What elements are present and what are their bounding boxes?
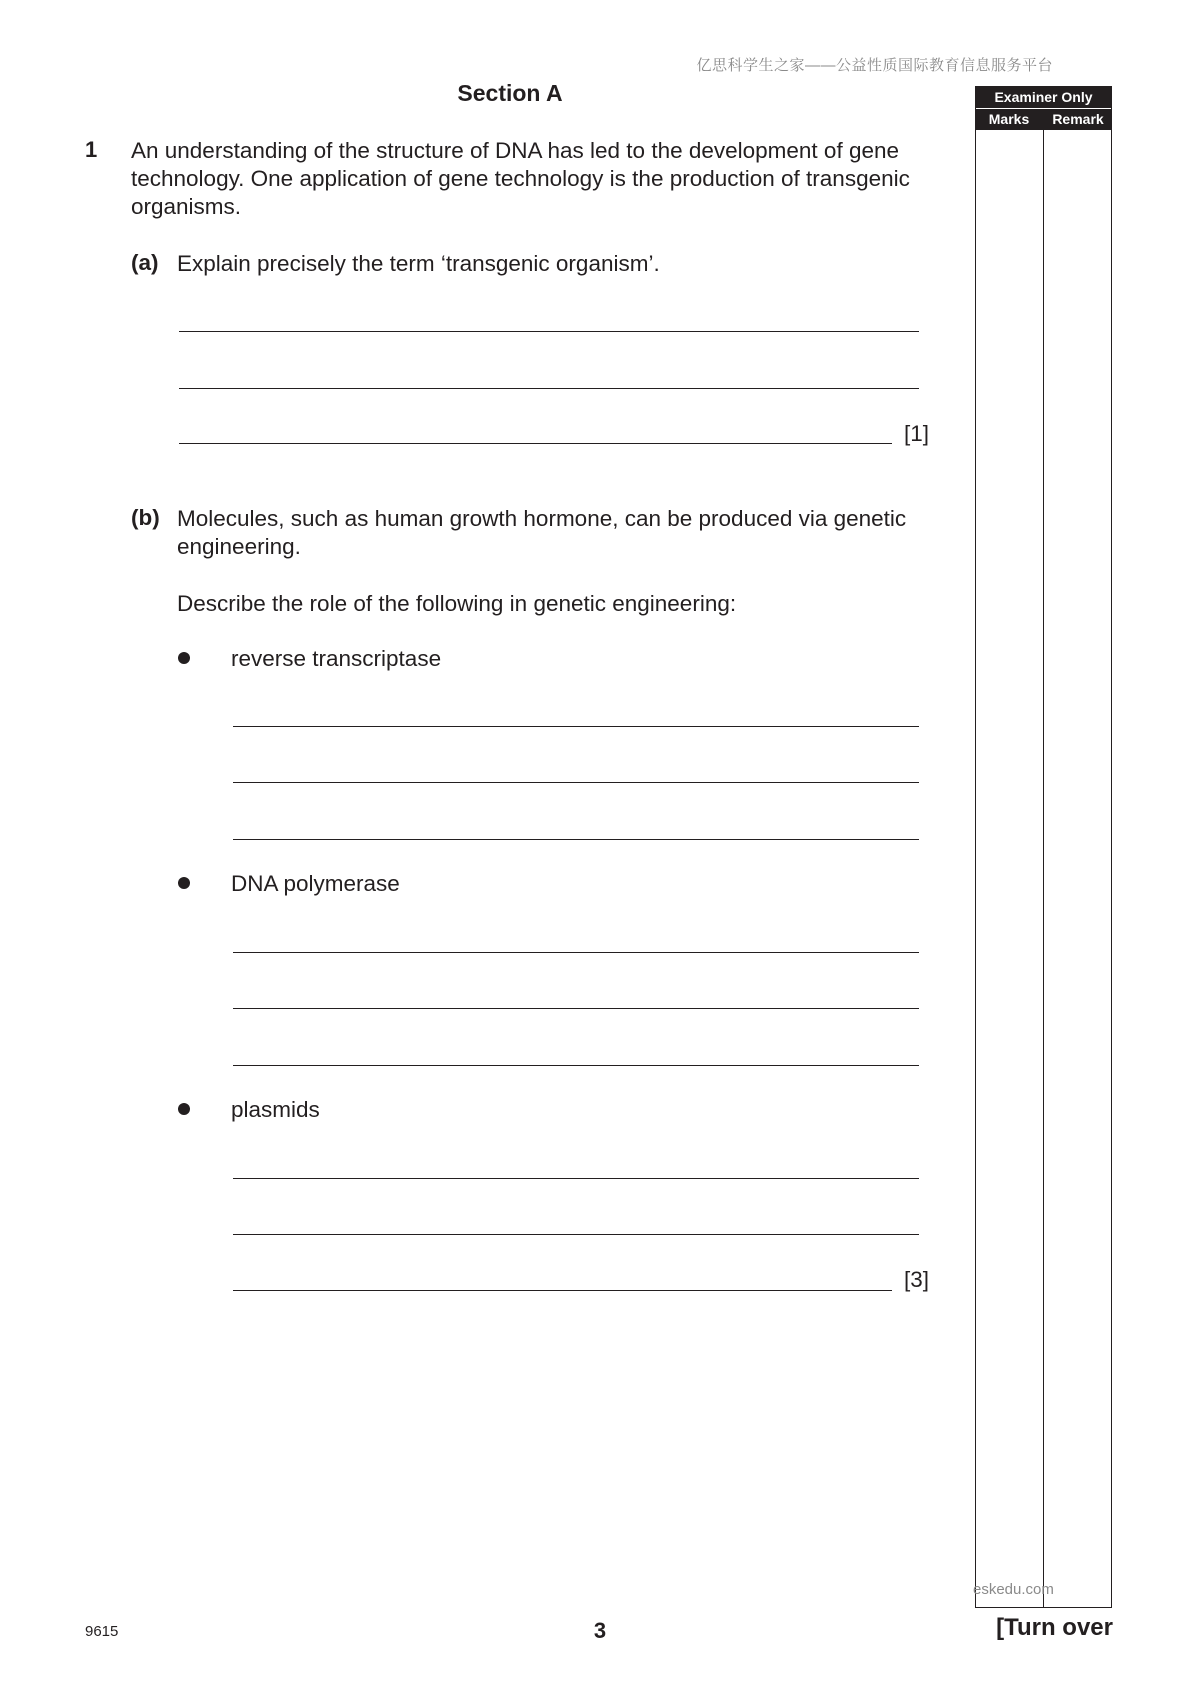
remark-column-header: Remark xyxy=(1044,109,1112,130)
part-a-marks: [1] xyxy=(904,421,930,446)
answer-line[interactable] xyxy=(179,443,892,444)
page-number: 3 xyxy=(593,1618,607,1643)
question-intro: An understanding of the structure of DNA has led to the development of gene technology. One application of gene technology is the production of transgenic organisms. xyxy=(131,138,910,219)
examiner-column-divider xyxy=(1043,109,1044,1608)
bullet-plasmids: plasmids xyxy=(231,1097,320,1122)
answer-line[interactable] xyxy=(233,1178,919,1179)
answer-line[interactable] xyxy=(233,1234,919,1235)
part-b-text: Molecules, such as human growth hormone, can be produced via genetic engineering. xyxy=(177,506,907,559)
watermark-footer: eskedu.com xyxy=(973,1581,1054,1598)
part-b-label: (b) xyxy=(131,505,160,530)
answer-line[interactable] xyxy=(233,839,919,840)
answer-line[interactable] xyxy=(233,782,919,783)
answer-line[interactable] xyxy=(233,952,919,953)
paper-code: 9615 xyxy=(85,1623,119,1640)
answer-line[interactable] xyxy=(233,1290,892,1291)
answer-line[interactable] xyxy=(233,1008,919,1009)
part-a-label: (a) xyxy=(131,250,159,275)
answer-line[interactable] xyxy=(233,1065,919,1066)
bullet-icon xyxy=(178,877,190,889)
question-number: 1 xyxy=(85,137,98,162)
bullet-dna-polymerase: DNA polymerase xyxy=(231,871,400,896)
answer-line[interactable] xyxy=(179,331,919,332)
answer-line[interactable] xyxy=(233,726,919,727)
bullet-icon xyxy=(178,1103,190,1115)
part-b-instruction: Describe the role of the following in genetic engineering: xyxy=(177,591,737,616)
bullet-reverse-transcriptase: reverse transcriptase xyxy=(231,646,442,671)
turn-over-label: [Turn over xyxy=(996,1614,1113,1641)
watermark-header: 亿思科学生之家——公益性质国际教育信息服务平台 xyxy=(696,57,1053,74)
examiner-only-header: Examiner Only xyxy=(975,86,1112,108)
answer-line[interactable] xyxy=(179,388,919,389)
marks-column-header: Marks xyxy=(975,109,1043,130)
bullet-icon xyxy=(178,652,190,664)
section-title: Section A xyxy=(457,80,563,106)
part-b-marks: [3] xyxy=(904,1267,930,1292)
part-a-text: Explain precisely the term ‘transgenic organism’. xyxy=(177,251,660,276)
